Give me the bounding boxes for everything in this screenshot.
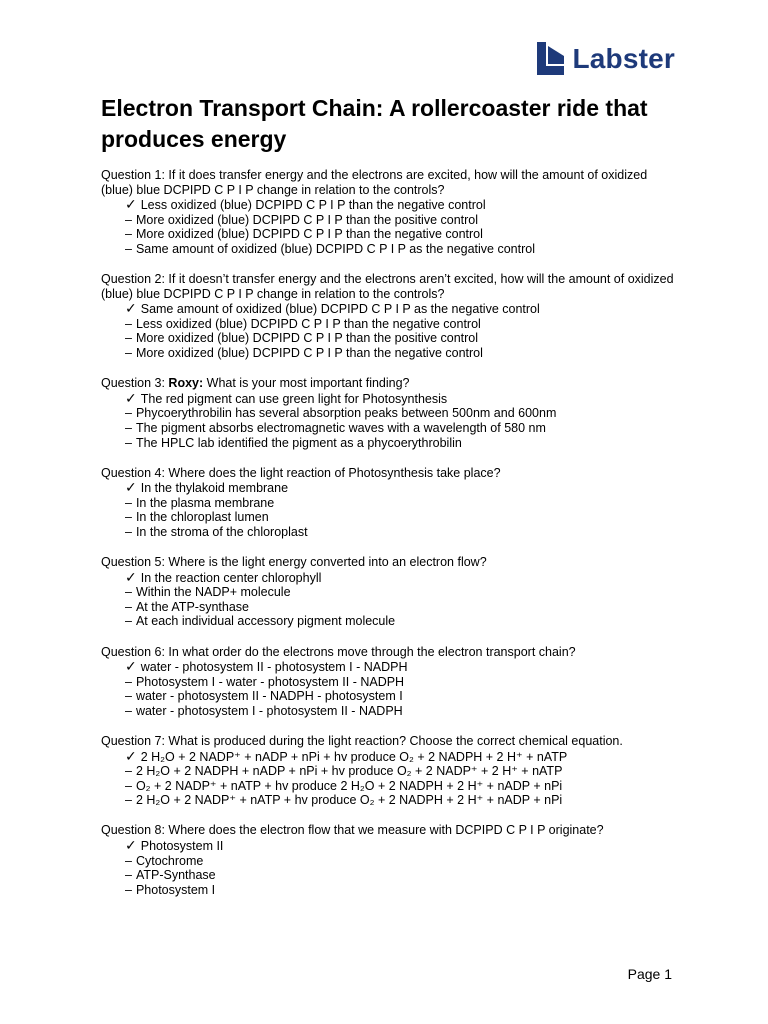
labster-logo-icon bbox=[537, 42, 564, 75]
dash-icon: – bbox=[125, 420, 132, 435]
dash-icon: – bbox=[125, 778, 132, 793]
speaker-name: Roxy: bbox=[168, 376, 204, 391]
question-list bbox=[101, 168, 681, 913]
dash-icon: – bbox=[125, 674, 132, 689]
answer-list bbox=[101, 570, 681, 629]
answer-option: – In the chloroplast lumen bbox=[125, 510, 269, 525]
answer-option: – Cytochrome bbox=[125, 853, 204, 868]
answer-option: – Phycoerythrobilin has several absorption peaks between 500nm and 600nm bbox=[125, 406, 557, 421]
question-text: Question 8: Where does the electron flow that we measure with DCPIPD C P I P originate? bbox=[101, 823, 604, 838]
answer-option: – O₂ + 2 NADP⁺ + nATP + hv produce 2 H₂O + 2 NADPH + 2 H⁺ + nADP + nPi bbox=[125, 778, 563, 793]
answer-correct: ✓ The red pigment can use green light for Photosynthesis bbox=[125, 389, 448, 406]
checkmark-icon: ✓ bbox=[125, 658, 137, 675]
dash-icon: – bbox=[125, 331, 132, 346]
dash-icon: – bbox=[125, 524, 132, 539]
question-2 bbox=[101, 272, 681, 361]
dash-icon: – bbox=[125, 868, 132, 883]
question-4 bbox=[101, 466, 681, 540]
dash-icon: – bbox=[125, 585, 132, 600]
answer-option: – Less oxidized (blue) DCPIPD C P I P than the negative control bbox=[125, 316, 481, 331]
dash-icon: – bbox=[125, 316, 132, 331]
checkmark-icon: ✓ bbox=[125, 196, 137, 213]
answer-option: – 2 H₂O + 2 NADPH + nADP + nPi + hv produce O₂ + 2 NADP⁺ + 2 H⁺ + nATP bbox=[125, 764, 563, 779]
answer-list bbox=[101, 838, 681, 897]
question-label: Question 4: bbox=[101, 465, 165, 480]
answer-option: – ATP-Synthase bbox=[125, 868, 216, 883]
answer-option: – Photosystem I bbox=[125, 882, 216, 897]
answer-correct: ✓ Same amount of oxidized (blue) DCPIPD C P I P as the negative control bbox=[125, 300, 540, 317]
answer-option: – More oxidized (blue) DCPIPD C P I P than the negative control bbox=[125, 346, 483, 361]
dash-icon: – bbox=[125, 703, 132, 718]
question-8 bbox=[101, 823, 681, 897]
answer-option: – The pigment absorbs electromagnetic waves with a wavelength of 580 nm bbox=[125, 420, 546, 435]
question-text: Question 7: What is produced during the light reaction? Choose the correct chemical equation. bbox=[101, 734, 623, 748]
answer-list bbox=[101, 301, 681, 360]
checkmark-icon: ✓ bbox=[125, 568, 137, 585]
dash-icon: – bbox=[125, 689, 132, 704]
question-label: Question 6: bbox=[101, 644, 165, 659]
answer-correct: ✓ In the reaction center chlorophyll bbox=[125, 568, 322, 585]
answer-list bbox=[101, 197, 681, 256]
answer-option: – water - photosystem II - NADPH - photosystem I bbox=[125, 689, 403, 704]
answer-list bbox=[101, 659, 681, 718]
question-label: Question 8: bbox=[101, 823, 165, 838]
page-number: Page 1 bbox=[627, 966, 672, 982]
answer-option: – Same amount of oxidized (blue) DCPIPD C P I P as the negative control bbox=[125, 241, 536, 256]
checkmark-icon: ✓ bbox=[125, 389, 137, 406]
question-6 bbox=[101, 645, 681, 719]
dash-icon: – bbox=[125, 227, 132, 242]
answer-option: – In the stroma of the chloroplast bbox=[125, 524, 308, 539]
question-label: Question 1: bbox=[101, 168, 165, 182]
page-title: Electron Transport Chain: A rollercoaster ride that produces energy bbox=[101, 95, 648, 152]
question-label: Question 5: bbox=[101, 555, 165, 570]
dash-icon: – bbox=[125, 346, 132, 361]
answer-option: – Photosystem I - water - photosystem II - NADPH bbox=[125, 674, 405, 689]
answer-list bbox=[101, 480, 681, 539]
answer-option: – In the plasma membrane bbox=[125, 495, 275, 510]
dash-icon: – bbox=[125, 793, 132, 808]
answer-correct: ✓ Less oxidized (blue) DCPIPD C P I P than the negative control bbox=[125, 196, 486, 213]
question-text: Question 6: In what order do the electrons move through the electron transport chain? bbox=[101, 644, 576, 659]
checkmark-icon: ✓ bbox=[125, 479, 137, 496]
dash-icon: – bbox=[125, 599, 132, 614]
question-label: Question 2: bbox=[101, 272, 165, 287]
answer-option: – water - photosystem I - photosystem II - NADPH bbox=[125, 703, 403, 718]
dash-icon: – bbox=[125, 853, 132, 868]
checkmark-icon: ✓ bbox=[125, 837, 137, 854]
answer-option: – 2 H₂O + 2 NADP⁺ + nATP + hv produce O₂ + 2 NADPH + 2 H⁺ + nADP + nPi bbox=[125, 793, 563, 808]
answer-list bbox=[101, 749, 681, 808]
answer-correct: ✓ 2 H₂O + 2 NADP⁺ + nADP + nPi + hv produce O₂ + 2 NADPH + 2 H⁺ + nATP bbox=[125, 747, 568, 764]
question-text: Question 1: If it does transfer energy and the electrons are excited, how will the amount of oxidized (blue) blue DCPIPD C P I P change in relation to the controls? bbox=[101, 168, 648, 197]
question-text: Question 2: If it doesn’t transfer energy and the electrons aren’t excited, how will the amount of oxidized (blue) blue DCPIPD C P I P change in relation to the controls? bbox=[101, 272, 674, 301]
question-text: Question 5: Where is the light energy converted into an electron flow? bbox=[101, 555, 487, 570]
answer-option: – At the ATP-synthase bbox=[125, 599, 249, 614]
dash-icon: – bbox=[125, 510, 132, 525]
checkmark-icon: ✓ bbox=[125, 747, 137, 764]
dash-icon: – bbox=[125, 241, 132, 256]
dash-icon: – bbox=[125, 406, 132, 421]
question-3 bbox=[101, 376, 681, 450]
labster-logo bbox=[537, 42, 675, 75]
answer-option: – More oxidized (blue) DCPIPD C P I P than the negative control bbox=[125, 227, 483, 242]
answer-option: – At each individual accessory pigment molecule bbox=[125, 614, 396, 629]
dash-icon: – bbox=[125, 212, 132, 227]
question-text: Question 4: Where does the light reaction of Photosynthesis take place? bbox=[101, 465, 501, 480]
answer-option: – Within the NADP+ molecule bbox=[125, 585, 291, 600]
question-label: Question 3: bbox=[101, 376, 165, 391]
question-5 bbox=[101, 555, 681, 629]
logo-text: Labster bbox=[572, 42, 675, 74]
question-text: Question 3: Roxy: What is your most important finding? bbox=[101, 376, 410, 391]
dash-icon: – bbox=[125, 764, 132, 779]
answer-correct: ✓ Photosystem II bbox=[125, 837, 224, 854]
question-1 bbox=[101, 168, 681, 257]
answer-list bbox=[101, 391, 681, 450]
answer-option: – More oxidized (blue) DCPIPD C P I P than the positive control bbox=[125, 331, 479, 346]
dash-icon: – bbox=[125, 435, 132, 450]
answer-option: – More oxidized (blue) DCPIPD C P I P than the positive control bbox=[125, 212, 479, 227]
answer-correct: ✓ water - photosystem II - photosystem I - NADPH bbox=[125, 658, 408, 675]
question-label: Question 7: bbox=[101, 734, 165, 748]
dash-icon: – bbox=[125, 882, 132, 897]
question-7 bbox=[101, 734, 681, 808]
dash-icon: – bbox=[125, 495, 132, 510]
checkmark-icon: ✓ bbox=[125, 300, 137, 317]
answer-correct: ✓ In the thylakoid membrane bbox=[125, 479, 289, 496]
answer-option: – The HPLC lab identified the pigment as a phycoerythrobilin bbox=[125, 435, 462, 450]
dash-icon: – bbox=[125, 614, 132, 629]
